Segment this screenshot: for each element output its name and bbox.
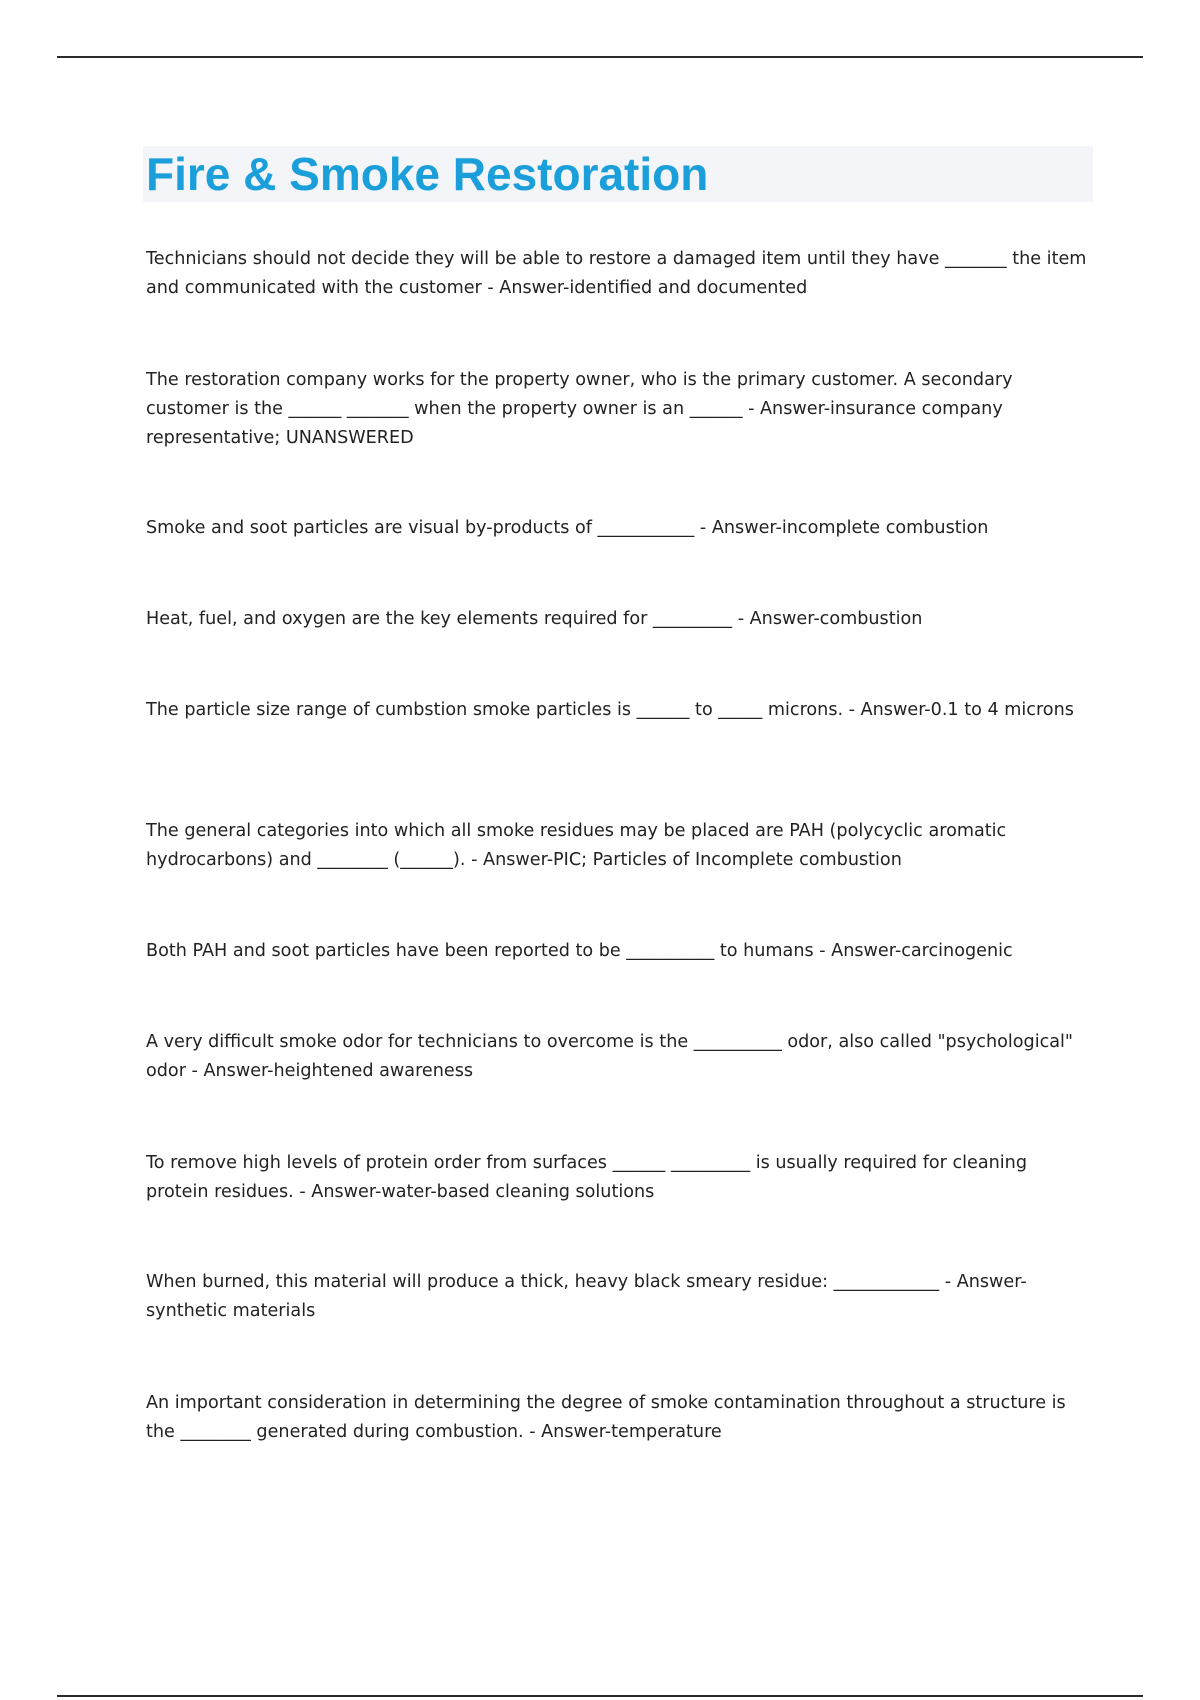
qa-item-4: Heat, fuel, and oxygen are the key elements required for _________ - Answer-combustion [146, 609, 923, 629]
qa-item-7: Both PAH and soot particles have been reported to be __________ to humans - Answer-carcinogenic [146, 941, 1013, 961]
header-rule [57, 56, 1143, 58]
page-title: Fire & Smoke Restoration [146, 148, 709, 200]
footer-rule [57, 1695, 1143, 1697]
qa-item-11: An important consideration in determining the degree of smoke contamination throughout a structure is the ________ generated during combustion. - Answer-temperature [146, 1393, 1066, 1442]
qa-item-1: Technicians should not decide they will be able to restore a damaged item until they have _______ the item and communicated with the customer - Answer-identified and documented [146, 249, 1087, 298]
qa-item-5: The particle size range of cumbstion smoke particles is ______ to _____ microns. - Answer-0.1 to 4 microns [146, 700, 1074, 720]
qa-item-6: The general categories into which all smoke residues may be placed are PAH (polycyclic aromatic hydrocarbons) and ________ (______). - Answer-PIC; Particles of Incomplete combustion [146, 821, 1007, 870]
qa-item-8: A very difficult smoke odor for technicians to overcome is the __________ odor, also called "psychological" odor - Answer-heightened awareness [146, 1032, 1074, 1081]
qa-item-3: Smoke and soot particles are visual by-products of ___________ - Answer-incomplete combustion [146, 518, 989, 538]
qa-item-9: To remove high levels of protein order from surfaces ______ _________ is usually required for cleaning protein residues. - Answer-water-based cleaning solutions [146, 1153, 1027, 1202]
qa-item-2: The restoration company works for the property owner, who is the primary customer. A secondary customer is the ______ _______ when the property owner is an ______ - Answer-insurance company representative; UNANSWERED [146, 370, 1013, 448]
qa-item-10: When burned, this material will produce a thick, heavy black smeary residue: ____________ - Answer-synthetic materials [146, 1272, 1027, 1321]
